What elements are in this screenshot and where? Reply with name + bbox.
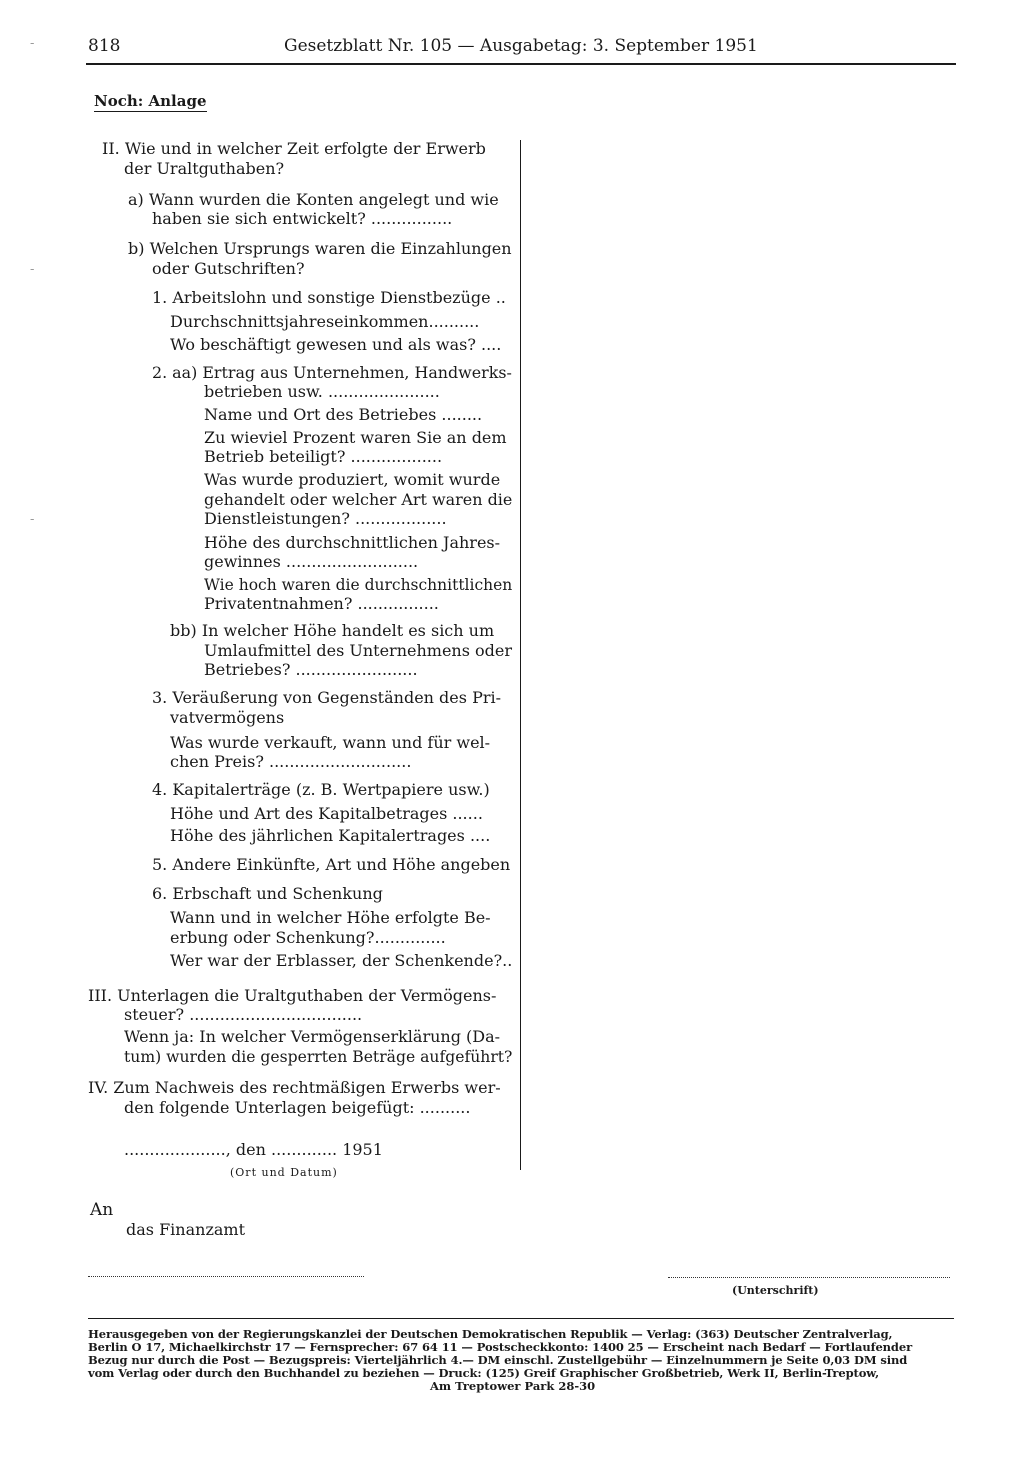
imprint-line: Bezug nur durch die Post — Bezugspreis: Vierteljährlich 4.— DM einschl. Zustellgebühr — Einzelnummern je Seite 0,03 DM sind: [88, 1353, 908, 1367]
question-line: Umlaufmittel des Unternehmens oder: [204, 641, 513, 660]
address-field-line: [88, 1276, 364, 1277]
question-line: Betrieb beteiligt? ..................: [204, 447, 443, 466]
question-line: bb) In welcher Höhe handelt es sich um: [170, 621, 495, 640]
question-line: Zu wieviel Prozent waren Sie an dem: [204, 428, 507, 447]
question-line: Wo beschäftigt gewesen und als was? ....: [170, 335, 502, 354]
footer-rule: [88, 1318, 954, 1319]
question-line: 5. Andere Einkünfte, Art und Höhe angeben: [152, 855, 511, 874]
question-line: 6. Erbschaft und Schenkung: [152, 884, 383, 903]
signature-line: [668, 1277, 950, 1278]
question-line: betrieben usw. ......................: [204, 382, 440, 401]
page-number: 818: [88, 36, 121, 56]
question-line: 3. Veräußerung von Gegenständen des Pri-: [152, 688, 501, 707]
imprint-line: Herausgegeben von der Regierungskanzlei der Deutschen Demokratischen Republik — Verlag: (363) Deutscher Zentralverlag,: [88, 1327, 893, 1341]
question-line: Privatentnahmen? ................: [204, 594, 439, 613]
question-line: Was wurde verkauft, wann und für wel-: [170, 733, 491, 752]
gazette-title: Gesetzblatt Nr. 105 — Ausgabetag: 3. September 1951: [284, 36, 758, 56]
question-line: chen Preis? ............................: [170, 752, 412, 771]
question-line: Dienstleistungen? ..................: [204, 509, 447, 528]
margin-mark: -: [30, 36, 35, 51]
imprint-line: Am Treptower Park 28-30: [430, 1379, 596, 1393]
question-line: Durchschnittsjahreseinkommen..........: [170, 312, 480, 331]
margin-mark: -: [30, 512, 35, 527]
question-line: Wenn ja: In welcher Vermögenserklärung (Da-: [124, 1027, 501, 1046]
question-line: gehandelt oder welcher Art waren die: [204, 490, 513, 509]
question-line: Betriebes? ........................: [204, 660, 418, 679]
question-line: 4. Kapitalerträge (z. B. Wertpapiere usw.): [152, 780, 490, 799]
question-line: a) Wann wurden die Konten angelegt und wie: [128, 190, 499, 209]
header-rule: [86, 63, 956, 65]
place-date-label: (Ort und Datum): [230, 1166, 338, 1179]
section-heading: Noch: Anlage: [94, 92, 207, 110]
place-date-line: ...................., den ............. 1951: [124, 1140, 383, 1159]
question-line: tum) wurden die gesperrten Beträge aufgeführt?: [124, 1047, 513, 1066]
question-line: Höhe des jährlichen Kapitalertrages ....: [170, 826, 491, 845]
question-line: steuer? ..................................: [124, 1005, 363, 1024]
question-line: Was wurde produziert, womit wurde: [204, 470, 501, 489]
address-office: das Finanzamt: [126, 1220, 246, 1239]
question-line: 1. Arbeitslohn und sonstige Dienstbezüge ..: [152, 288, 506, 307]
question-line: haben sie sich entwickelt? ................: [152, 209, 453, 228]
address-to: An: [90, 1200, 114, 1220]
imprint-line: vom Verlag oder durch den Buchhandel zu beziehen — Druck: (125) Greif Graphischer Großbetrieb, Werk II, Berlin-Treptow,: [88, 1366, 880, 1380]
question-line: II. Wie und in welcher Zeit erfolgte der Erwerb: [102, 139, 486, 158]
column-divider: [520, 140, 521, 1170]
question-line: III. Unterlagen die Uraltguthaben der Vermögens-: [88, 986, 497, 1005]
signature-label: (Unterschrift): [732, 1284, 819, 1297]
question-line: vatvermögens: [170, 708, 285, 727]
margin-mark: -: [30, 262, 35, 277]
question-line: Höhe und Art des Kapitalbetrages ......: [170, 804, 483, 823]
question-line: oder Gutschriften?: [152, 259, 305, 278]
question-line: Wer war der Erblasser, der Schenkende?..: [170, 951, 513, 970]
question-line: Höhe des durchschnittlichen Jahres-: [204, 533, 501, 552]
question-line: Wie hoch waren die durchschnittlichen: [204, 575, 513, 594]
question-line: gewinnes ..........................: [204, 552, 419, 571]
imprint-line: Berlin O 17, Michaelkirchstr 17 — Fernsprecher: 67 64 11 — Postscheckkonto: 1400 25 — Erscheint nach Bedarf — Fortlaufender: [88, 1340, 913, 1354]
question-line: IV. Zum Nachweis des rechtmäßigen Erwerbs wer-: [88, 1078, 501, 1097]
question-line: der Uraltguthaben?: [124, 159, 285, 178]
question-line: b) Welchen Ursprungs waren die Einzahlungen: [128, 239, 512, 258]
question-line: erbung oder Schenkung?..............: [170, 928, 446, 947]
question-line: Name und Ort des Betriebes ........: [204, 405, 483, 424]
question-line: Wann und in welcher Höhe erfolgte Be-: [170, 908, 491, 927]
question-line: 2. aa) Ertrag aus Unternehmen, Handwerks-: [152, 363, 512, 382]
question-line: den folgende Unterlagen beigefügt: ..........: [124, 1098, 471, 1117]
